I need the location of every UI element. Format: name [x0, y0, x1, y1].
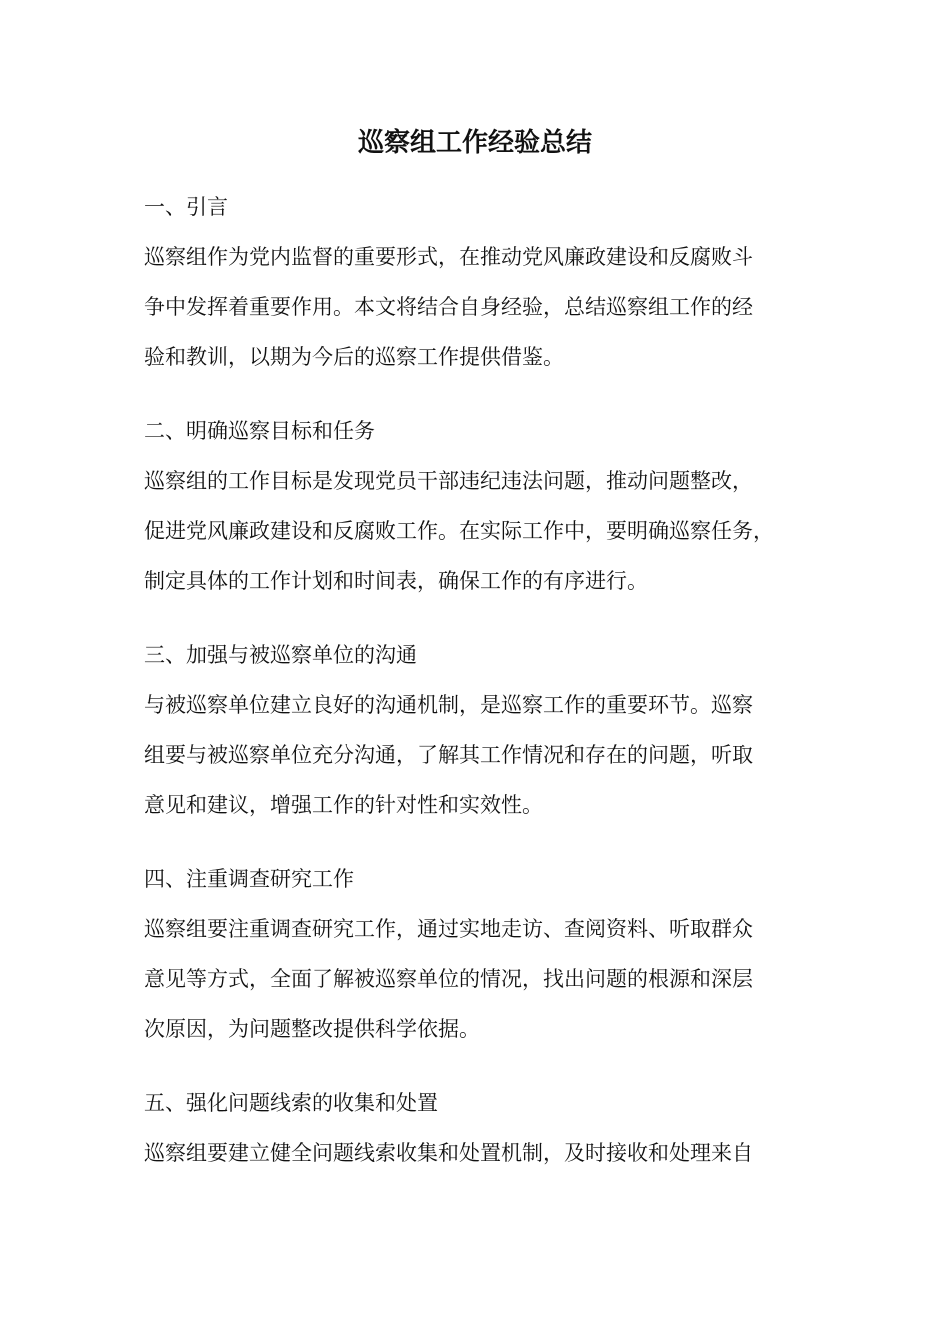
document-title: 巡察组工作经验总结 — [357, 128, 592, 159]
paragraph-line: 争中发挥着重要作用。本文将结合自身经验，总结巡察组工作的经 — [144, 295, 753, 319]
paragraph-line: 促进党风廉政建设和反腐败工作。在实际工作中，要明确巡察任务， — [144, 519, 774, 543]
paragraph-line: 巡察组的工作目标是发现党员干部违纪违法问题，推动问题整改， — [144, 469, 753, 493]
document-body — [144, 182, 834, 1202]
paragraph-line: 巡察组要建立健全问题线索收集和处置机制，及时接收和处理来自 — [144, 1141, 753, 1165]
section-introduction — [144, 182, 834, 382]
section-research — [144, 854, 834, 1054]
section-communication — [144, 630, 834, 830]
paragraph-line: 意见和建议，增强工作的针对性和实效性。 — [144, 793, 543, 817]
section-heading: 一、引言 — [144, 195, 228, 219]
section-clue-handling — [144, 1078, 834, 1178]
paragraph-line: 制定具体的工作计划和时间表，确保工作的有序进行。 — [144, 569, 648, 593]
paragraph-line: 验和教训，以期为今后的巡察工作提供借鉴。 — [144, 345, 564, 369]
paragraph-line: 组要与被巡察单位充分沟通，了解其工作情况和存在的问题，听取 — [144, 743, 753, 767]
section-heading: 五、强化问题线索的收集和处置 — [144, 1091, 438, 1115]
paragraph-line: 巡察组要注重调查研究工作，通过实地走访、查阅资料、听取群众 — [144, 917, 753, 941]
paragraph-line: 意见等方式，全面了解被巡察单位的情况，找出问题的根源和深层 — [144, 967, 753, 991]
paragraph-line: 次原因，为问题整改提供科学依据。 — [144, 1017, 480, 1041]
paragraph-line: 巡察组作为党内监督的重要形式，在推动党风廉政建设和反腐败斗 — [144, 245, 753, 269]
section-heading: 三、加强与被巡察单位的沟通 — [144, 643, 417, 667]
section-heading: 四、注重调查研究工作 — [144, 867, 354, 891]
paragraph-line: 与被巡察单位建立良好的沟通机制，是巡察工作的重要环节。巡察 — [144, 693, 753, 717]
section-goals-and-tasks — [144, 406, 834, 606]
section-heading: 二、明确巡察目标和任务 — [144, 419, 375, 443]
